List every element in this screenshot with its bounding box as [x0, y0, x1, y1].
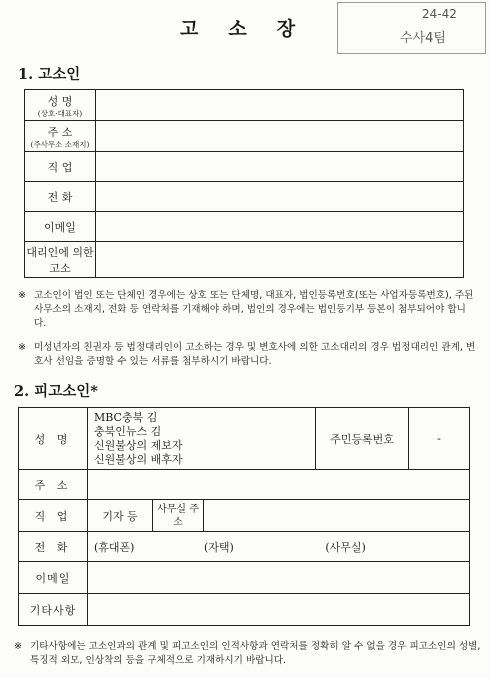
address-field[interactable]: [88, 470, 470, 500]
office-address-label: 사무실 주소: [153, 500, 204, 532]
row-label: 전 화: [19, 532, 88, 562]
accused-name: 신원불상의 배후자: [94, 452, 183, 466]
phone-field[interactable]: [96, 182, 464, 212]
stamp-team: 수사4팀: [400, 31, 446, 46]
row-label: 기타사항: [19, 594, 88, 626]
accused-table: [18, 407, 470, 626]
accused-name: MBC충북 김: [94, 410, 158, 424]
title-char: 장: [276, 18, 298, 40]
row-label: 성 명: [19, 408, 88, 470]
phone-field[interactable]: [88, 532, 470, 562]
accused-names[interactable]: [88, 408, 316, 470]
row-label: 직 업: [25, 152, 96, 182]
office-label: (사무실): [325, 540, 366, 554]
office-address-field[interactable]: [204, 500, 470, 532]
section-heading-accused: 2. 피고소인*: [14, 383, 98, 400]
accused-name: 신원불상의 제보자: [94, 438, 183, 452]
home-label: (자택): [203, 540, 234, 554]
reception-stamp: [337, 2, 486, 54]
mobile-label: (휴대폰): [94, 540, 135, 554]
accused-name: 충북인뉴스 김: [94, 424, 162, 438]
job-field[interactable]: [96, 152, 464, 182]
title-char: 고: [180, 18, 201, 40]
row-label: 직 업: [19, 500, 88, 532]
note: ※ 고소인이 법인 또는 단체인 경우에는 상호 또는 단체명, 대표자, 법인등록번호(또는 사업자등록번호), 주된 사무소의 소재지, 전화 등 연락처를 기재해야 하며, 법인의 경우에는 법인등기부 등본이 첨부되어야 합니다.: [18, 290, 474, 329]
section-heading-complainant: 1. 고소인: [18, 66, 81, 83]
note: ※ 기타사항에는 고소인과의 관계 및 피고소인의 인적사항과 연락처를 정확히 알 수 없을 경우 피고소인의 성별, 특징적 외모, 인상착의 등을 구체적으로 기재하시기 바랍니다.: [14, 641, 481, 666]
stamp-code: 24-42: [422, 7, 457, 21]
address-field[interactable]: [96, 121, 464, 152]
row-label: 주 소: [19, 470, 88, 500]
row-label: 이메일: [19, 562, 88, 594]
row-label: 주 소 (주사무소 소재지): [25, 121, 96, 152]
row-label: 이메일: [25, 212, 96, 242]
complainant-table: [24, 89, 464, 278]
proxy-field[interactable]: [96, 242, 464, 278]
job-field[interactable]: 기자 등: [88, 500, 153, 532]
etc-field[interactable]: [88, 594, 470, 626]
email-field[interactable]: [88, 562, 470, 594]
note: ※ 미성년자의 친권자 등 법정대리인이 고소하는 경우 및 변호사에 의한 고소대리의 경우 법정대리인 관계, 변호사 선임을 증명할 수 있는 서류를 첨부하시기 바랍니다.: [18, 342, 476, 367]
row-label: 대리인에 의한 고소: [25, 242, 96, 278]
title-char: 소: [228, 18, 249, 40]
rrn-field[interactable]: -: [409, 408, 470, 470]
row-label: 성 명 (상호·대표자): [25, 90, 96, 121]
rrn-label: 주민등록번호: [316, 408, 409, 470]
email-field[interactable]: [96, 212, 464, 242]
document-title: [180, 14, 325, 41]
row-label: 전 화: [25, 182, 96, 212]
name-field[interactable]: [96, 90, 464, 121]
